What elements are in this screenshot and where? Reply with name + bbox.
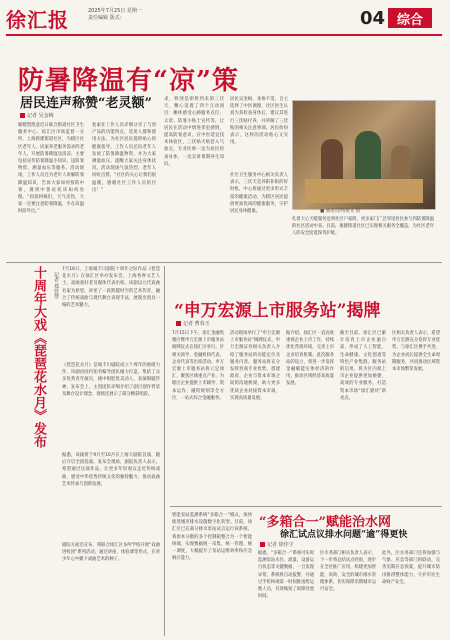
article1-headline[interactable]: 防暑降温有“凉”策 — [18, 66, 239, 96]
article1-photo[interactable] — [292, 100, 436, 210]
article1-col3: 求，特别是即将到来的三伏天，精心设置了四个互动项目：摊休感受心肺服务点位、义诊、防暑小贴士宣传等，让居民在活动中增进邻里感情，提高防暑意识。在中医适宜技术体验区，三伏贴火贴套入气象点，专业医师一边为居民检查身体，一边宣讲暑期养生知识。 — [164, 97, 224, 167]
article4-col2: 据悉，“多箱合一”系统可实时监测泵站水位、流量、设备运行状态等关键数据，一旦发现异常，系统将自动报警，并通过手机终端第一时间推送给运维人员，有效缩短了故障处置时间。 — [258, 551, 314, 600]
article1-col4: 居民吴金梅，身体不适，自主选择了中医调理，社区医生认真为其检查身体后，建议其进行三伏贴疗养，并讲解了三伏贴的相关注意事项。居民纷纷表示，这样的活动贴心又实用。 — [230, 97, 288, 146]
photo-figure — [321, 139, 343, 183]
article4-subhead: 徐汇试点议排水问题“逾”得更快 — [280, 530, 408, 540]
article3-byline: 记者 曹春玉 — [176, 320, 210, 327]
page-number: 04 — [360, 8, 386, 29]
article1-col5: 社区卫生服务中心相关负责人表示，三伏天是养阳补阳的好时机，中心将通过更多形式丰富的健康活动，为辖区居民提供更加优质的健康服务，守护居民身体健康。 — [230, 173, 288, 215]
article4-headline[interactable]: “多箱合一”赋能治水网 — [259, 515, 391, 530]
article3-col4: 截至目前，徐汇区已累计培育上市企业逾百家，形成了人工智能、生命健康、文化创意等特色产业集群。服务站的启用，将为区内拟上市企业提供更加便捷、高效的专业服务，打造资本市场“徐汇板块”新亮点。 — [340, 331, 386, 401]
article1-byline: 记者 吴金梅 — [20, 112, 54, 119]
article4-col4: 此外，区水务部门还将加强与气象、应急等部门的联动，完善汛期应急预案，提升城市防汛排涝整体能力，守护市民生命财产安全。 — [382, 551, 440, 585]
article3-col3: 据介绍，徐汇区一直高度重视企业上市工作，持续优化营商环境，完善上市企业培育机制。此次服务站的设立，将进一步发挥金融赋能实体经济的作用，推动区域经济高质量发展。 — [286, 331, 334, 387]
section-divider — [170, 506, 442, 507]
article3-col1: 7月15日下午，徐汇金融集聚区暨申万宏源上市服务站揭牌仪式在徐汇区举行。区相关领导、金融机构代表、企业代表等出席活动。申万宏源上市服务站将立足徐汇，聚焦区域重点产业，为辖区企业提供上市辅导、资本运作、融资规划等全方位、一站式综合金融服务。 — [172, 331, 224, 401]
article4-col1: 智能泵站监测系统“多箱合一”模式，加快推进城市排水设施数字化转型。目前，徐汇区已在部分排水泵站试点运行该系统，将原本分散的多个控制箱整合为一个智能终端，实现数据统一采集、统一管理、统一调度，大幅提升了泵站运维效率和应急响应能力。 — [172, 513, 252, 562]
article3-col5: 区相关负责人表示，希望申万宏源充分发挥专业优势，与徐汇区携手共进，为企业成长提供全生命周期服务，共同推动区域资本市场繁荣发展。 — [392, 331, 440, 373]
issue-date-line1: 2025年7月25日 星期一 — [88, 8, 142, 14]
article3-col2: 活动现场举行了“申万宏源上市服务站”揭牌仪式，申万宏源证券相关负责人介绍了服务站的功能定位及服务内容。服务站将充分发挥券商专业优势，搭建政府、企业与资本市场之间的沟通桥梁，助力更多优质企业对接资本市场，实现高质量发展。 — [230, 331, 280, 401]
issue-date — [88, 8, 142, 22]
article2-headline[interactable]: 十周年大戏《琵琶花水月》发布 — [31, 266, 46, 448]
article1-col1: 嫁赌凯凯意近日联合街道社区卫生服务中心、综汇区市场监督一分所、上海新建街道社区，为辖区社区老年人、居家养老服务需求的老年人，开展防暑降温送清凉，主要包括宣传防暑降温小知识、送防暑物资、测量血压等服务。活动现场，工作人员还为老年人讲解防暑降温知识，告诉大家如何预防中暑，遇到中暑症状该如何处理。“叔叔阿姨们，天气炎热，大家一定要注意防暑降温，少在高温时段外出。” — [18, 123, 84, 215]
article4-byline: 记者 徐佳宇 — [260, 541, 294, 548]
section-divider — [6, 262, 442, 263]
section-tag: 综合 — [388, 8, 432, 28]
article4-col3: 区水务部门相关负责人表示，下一步将总结试点经验，逐步在全区推广应用，构建更加智能、高效、安全的城市排水管理体系，切实保障汛期城市运行安全。 — [320, 551, 376, 593]
newspaper-logo: 徐汇报 — [6, 8, 69, 32]
column-divider — [164, 266, 165, 636]
article2-col3: 据悉，该剧将于9月至10月在上海大剧院首演，随后开启全国巡演。发布会现场，剧院负责人表示，希望通过这部作品，让更多年轻观众走近传统戏曲，感受中华优秀传统文化的独特魅力，推动戏曲艺术传承与创新发展。 — [62, 453, 160, 487]
masthead-rule — [6, 34, 442, 36]
article1-col7: 扎着天心天暖服务送到社区户家附，更多家门广泛邻里居民参与到防暑降温的社区活动中来。目前，康健街道社区已实现相关服务全覆盖，为社区老年人的安全度夏保驾护航。 — [292, 217, 434, 237]
article2-byline: 记者 郑佳慧 — [53, 272, 59, 299]
byline-marker-icon — [260, 542, 265, 547]
byline-marker-icon — [20, 113, 25, 118]
photo-table — [305, 179, 423, 203]
article2-col2: 《琵琶花水月》是锡丰川剧院成立十周年的重磅力作，该剧由国内知名编导团队倾力打造，集结了众多优秀青年演员，剧中唱腔优美动人，表演细腻传神。发布会上，主创团队详细介绍了剧目创作背景及舞台设计理念，现场还展示了部分精彩唱段。 — [62, 363, 160, 397]
article2-col4: 剧院方面还宣布，将联合徐汇区多所学校开展“戏曲进校园”系列活动，通过讲座、体验课等形式，在青少年心中播下戏曲艺术的种子。 — [62, 543, 160, 563]
article1-col2: 复家社工作人员详细分享了与原产品的功能特点，适用人群和使用方法，为社区居民提供贴心的健康指导。工作人员还向老年人发放了防暑降温物资，并为大家测量血压，提醒大家关注身体状况。活动现场气氛热烈，老年人纷纷点赞。“社区的关心让我们很温暖，感谢社区工作人员的付出！” — [92, 123, 156, 193]
article1-photo-caption: ■ 通讯员/钱锐文 摄 — [320, 209, 361, 214]
article2-col1: 7月16日，上海锡丰川剧院十周年之际作品《琵琶花水月》在徐汇区举办发布会，上海各界文艺人士、戏曲爱好者及媒体代表出席。该剧以元代戏曲名家为原型，讲述了一段跨越时空的艺术传奇，融合了传统戏曲与现代舞台表现手法，展现出别具一格的艺术魅力。 — [62, 267, 160, 309]
article3-headline[interactable]: “申万宏源上市服务站”揭牌 — [174, 301, 381, 321]
issue-date-line2: 责任编辑 版式： — [88, 15, 125, 21]
byline-marker-icon — [176, 321, 181, 326]
article1-subhead: 居民连声称赞“老灵额” — [20, 96, 152, 111]
